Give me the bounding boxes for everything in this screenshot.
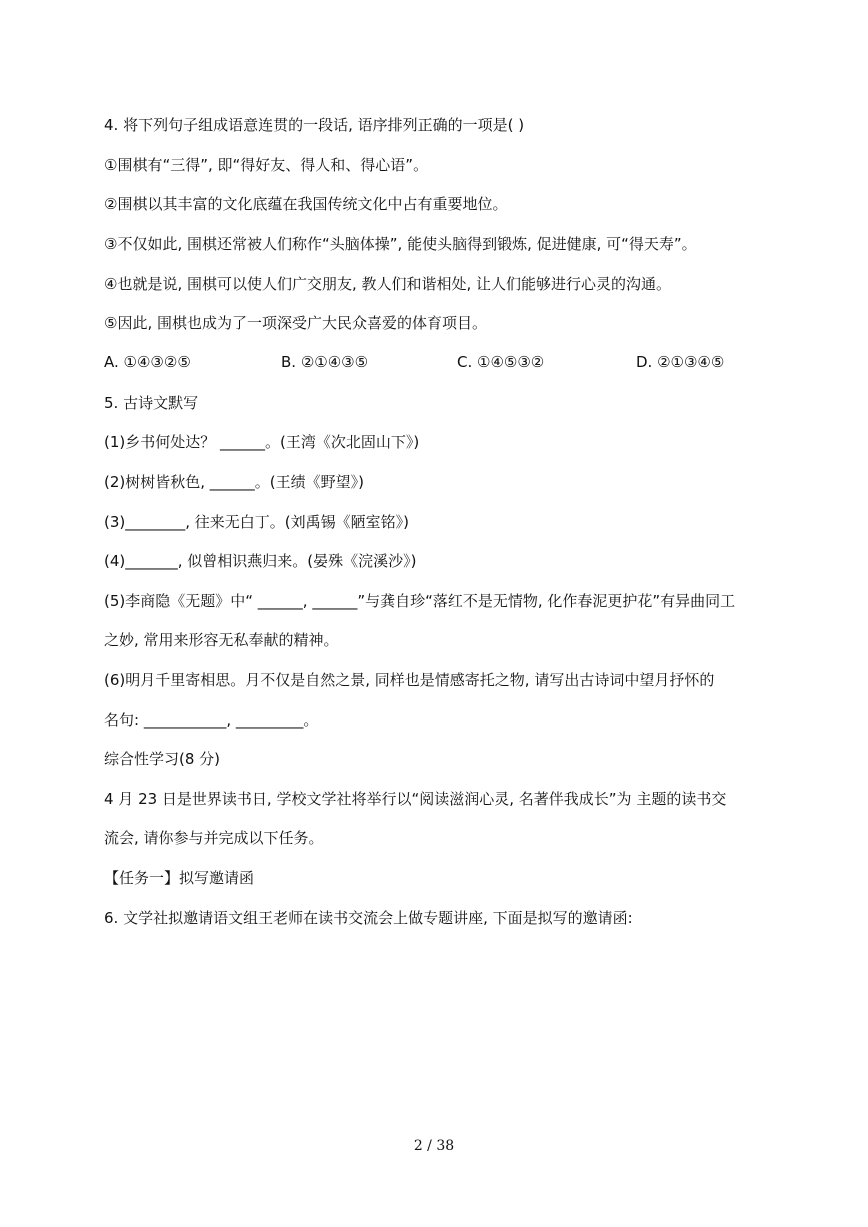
sentence-4: ④也就是说, 围棋可以使人们广交朋友, 教人们和谐相处, 让人们能够进行心灵的沟通。: [104, 275, 672, 293]
recitation-item-4: (4)_______, 似曾相识燕归来。(晏殊《浣溪沙》): [104, 552, 417, 570]
recitation-item-2: (2)树树皆秋色, ______。(王绩《野望》): [104, 473, 364, 491]
page-number: 2 / 38: [413, 1138, 455, 1154]
sentence-3: ③不仅如此, 围棋还常被人们称作“头脑体操”, 能使头脑得到锻炼, 促进健康, 可“得天寿”。: [104, 235, 697, 253]
recitation-item-1: (1)乡书何处达？ ______。(王湾《次北固山下》): [104, 433, 420, 451]
section-heading: 综合性学习(8 分): [104, 750, 221, 768]
answer-options: [104, 352, 784, 374]
recitation-item-5-line-1: (5)李商隐《无题》中“ ______, ______”与龚自珍“落红不是无情物, 化作春泥更护花”有异曲同工: [104, 592, 736, 610]
recitation-item-5-line-2: 之妙, 常用来形容无私奉献的精神。: [104, 631, 339, 649]
recitation-item-6-line-1: (6)明月千里寄相思。月不仅是自然之景, 同样也是情感寄托之物, 请写出古诗词中望月抒怀的: [104, 671, 715, 689]
sentence-1: ①围棋有“三得”, 即“得好友、得人和、得心语”。: [104, 156, 429, 174]
question-6-stem: 6. 文学社拟邀请语文组王老师在读书交流会上做专题讲座, 下面是拟写的邀请函:: [104, 909, 633, 927]
question-4-stem: 4. 将下列句子组成语意连贯的一段话, 语序排列正确的一项是( ): [104, 116, 525, 134]
section-intro-line-1: 4 月 23 日是世界读书日, 学校文学社将举行以“阅读滋润心灵, 名著伴我成长”为 主题的读书交: [104, 790, 727, 808]
sentence-5: ⑤因此, 围棋也成为了一项深受广大民众喜爱的体育项目。: [104, 314, 487, 332]
option-b: B. ②①④③⑤: [281, 353, 369, 371]
task-1-heading: 【任务一】拟写邀请函: [104, 869, 255, 887]
sentence-2: ②围棋以其丰富的文化底蕴在我国传统文化中占有重要地位。: [104, 195, 508, 213]
option-a: A. ①④③②⑤: [104, 353, 191, 371]
option-d: D. ②①③④⑤: [636, 353, 725, 371]
option-c: C. ①④⑤③②: [457, 353, 545, 371]
recitation-item-6-line-2: 名句: ___________, _________。: [104, 711, 319, 729]
recitation-item-3: (3)________, 往来无白丁。(刘禹锡《陋室铭》): [104, 513, 409, 531]
question-5-title: 5. 古诗文默写: [104, 394, 199, 412]
section-intro-line-2: 流会, 请你参与并完成以下任务。: [104, 829, 324, 847]
